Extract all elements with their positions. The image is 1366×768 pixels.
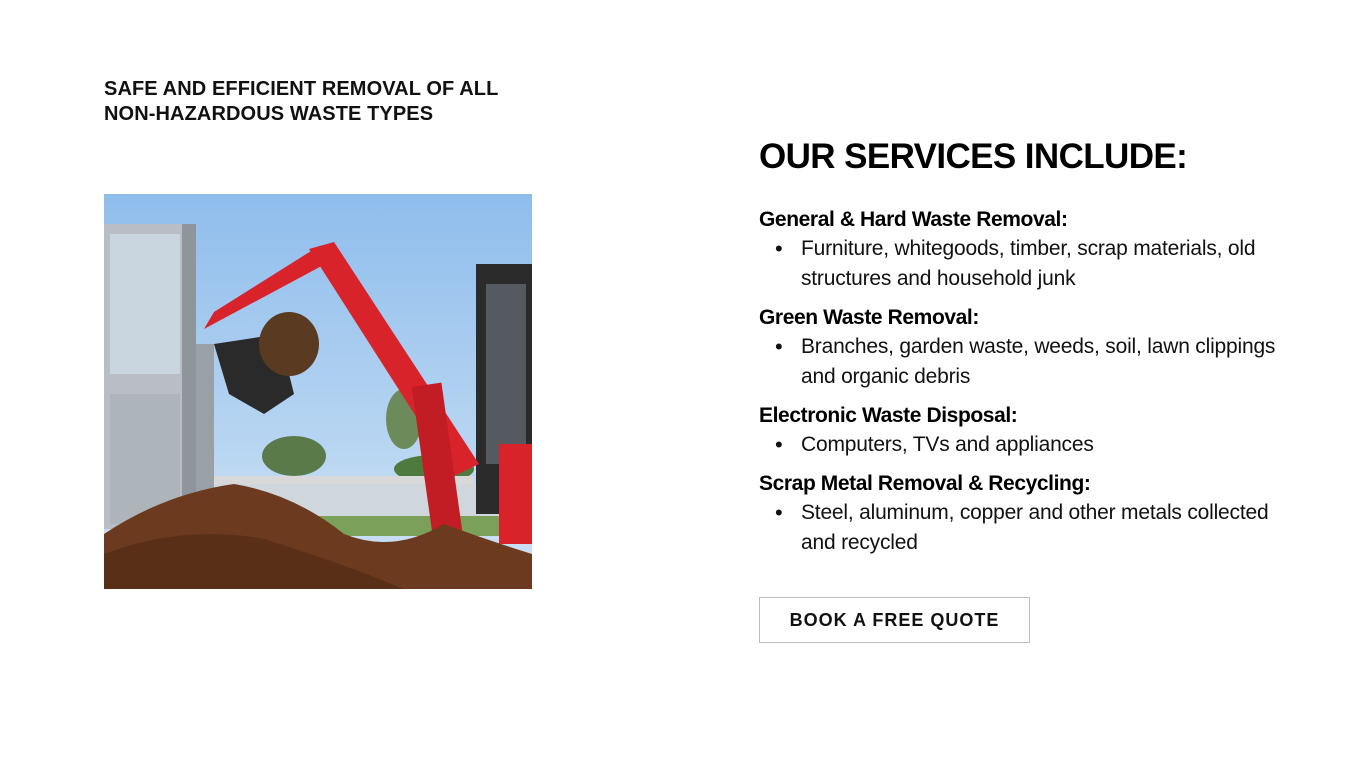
list-item [775,430,1299,460]
bullet-icon: • [775,500,783,525]
service-items [759,430,1299,460]
service-heading-general-waste: General & Hard Waste Removal: [759,208,1068,231]
service-item-text: Steel, aluminum, copper and other metals collected and recycled [801,501,1269,554]
service-item-text: Computers, TVs and appliances [801,433,1094,456]
bullet-icon: • [775,334,783,359]
tagline-line-1: SAFE AND EFFICIENT REMOVAL OF ALL [104,78,499,100]
service-items [759,332,1299,392]
book-free-quote-button[interactable]: BOOK A FREE QUOTE [759,597,1030,643]
services-list [759,206,1299,568]
services-title: OUR SERVICES INCLUDE: [759,137,1188,176]
excavator-photo [104,194,532,589]
list-item [775,332,1299,392]
service-heading-electronic-waste: Electronic Waste Disposal: [759,404,1018,427]
service-heading-scrap-metal: Scrap Metal Removal & Recycling: [759,472,1091,495]
list-item [775,498,1299,558]
list-item [775,234,1299,294]
service-items [759,498,1299,558]
bullet-icon: • [775,432,783,457]
service-group [759,206,1299,294]
service-heading-green-waste: Green Waste Removal: [759,306,979,329]
service-group [759,470,1299,558]
bullet-icon: • [775,236,783,261]
service-item-text: Branches, garden waste, weeds, soil, lawn clippings and organic debris [801,335,1276,388]
service-group [759,402,1299,460]
service-item-text: Furniture, whitegoods, timber, scrap materials, old structures and household junk [801,237,1256,290]
tagline-heading [104,77,534,127]
service-group [759,304,1299,392]
service-items [759,234,1299,294]
tagline-line-2: NON-HAZARDOUS WASTE TYPES [104,103,434,125]
